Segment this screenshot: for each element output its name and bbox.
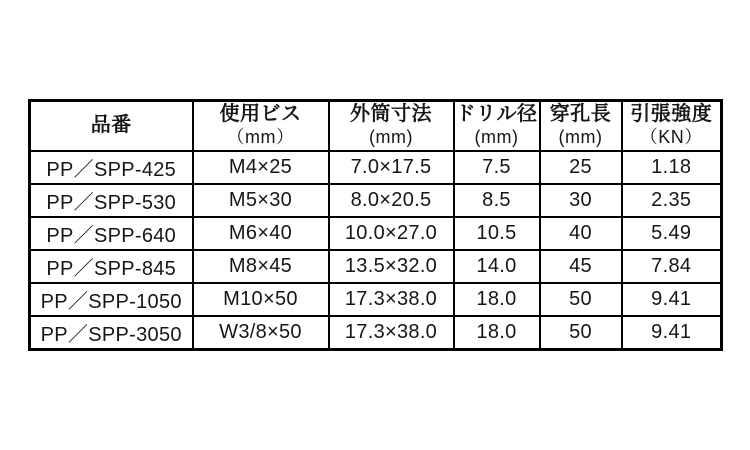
column-header-bore-length bbox=[540, 101, 622, 151]
table-cell: PP／SPP-845 bbox=[30, 250, 193, 283]
column-header-unit: (mm) bbox=[558, 126, 603, 147]
table-cell: 17.3×38.0 bbox=[329, 283, 454, 316]
table-cell: PP／SPP-530 bbox=[30, 184, 193, 217]
table-cell: 17.3×38.0 bbox=[329, 316, 454, 350]
table-cell: 25 bbox=[540, 151, 622, 184]
table-cell: 1.18 bbox=[622, 151, 722, 184]
column-header-tensile-strength bbox=[622, 101, 722, 151]
table-cell: 10.0×27.0 bbox=[329, 217, 454, 250]
table-cell: 18.0 bbox=[454, 316, 540, 350]
table-row bbox=[30, 250, 722, 283]
header-row bbox=[30, 101, 722, 151]
column-header-unit: （mm） bbox=[226, 126, 295, 147]
table-row bbox=[30, 151, 722, 184]
table-cell: 8.5 bbox=[454, 184, 540, 217]
spec-table-header bbox=[30, 101, 722, 151]
table-cell: 13.5×32.0 bbox=[329, 250, 454, 283]
table-cell: 14.0 bbox=[454, 250, 540, 283]
column-header-label: ドリル径 bbox=[455, 103, 538, 126]
table-cell: 40 bbox=[540, 217, 622, 250]
spec-table-body bbox=[30, 151, 722, 350]
column-header-screw-used bbox=[193, 101, 329, 151]
table-cell: PP／SPP-640 bbox=[30, 217, 193, 250]
table-cell: M5×30 bbox=[193, 184, 329, 217]
column-header-outer-sleeve-size bbox=[329, 101, 454, 151]
table-cell: PP／SPP-1050 bbox=[30, 283, 193, 316]
table-cell: M4×25 bbox=[193, 151, 329, 184]
table-cell: 30 bbox=[540, 184, 622, 217]
table-row bbox=[30, 316, 722, 350]
column-header-label: 品番 bbox=[90, 113, 132, 136]
table-cell: 5.49 bbox=[622, 217, 722, 250]
table-cell: 8.0×20.5 bbox=[329, 184, 454, 217]
table-cell: 50 bbox=[540, 316, 622, 350]
table-cell: 45 bbox=[540, 250, 622, 283]
table-cell: 10.5 bbox=[454, 217, 540, 250]
table-cell: 2.35 bbox=[622, 184, 722, 217]
column-header-unit: （KN） bbox=[639, 126, 703, 147]
table-cell: PP／SPP-3050 bbox=[30, 316, 193, 350]
column-header-drill-diameter bbox=[454, 101, 540, 151]
table-cell: M10×50 bbox=[193, 283, 329, 316]
column-header-label: 穿孔長 bbox=[549, 103, 612, 126]
table-cell: 7.0×17.5 bbox=[329, 151, 454, 184]
table-cell: 50 bbox=[540, 283, 622, 316]
column-header-label: 引張強度 bbox=[630, 103, 713, 126]
column-header-unit: (mm) bbox=[369, 126, 413, 147]
table-row bbox=[30, 184, 722, 217]
table-cell: 9.41 bbox=[622, 316, 722, 350]
table-cell: 7.84 bbox=[622, 250, 722, 283]
table-cell: 9.41 bbox=[622, 283, 722, 316]
table-cell: M6×40 bbox=[193, 217, 329, 250]
table-row bbox=[30, 283, 722, 316]
table-cell: 18.0 bbox=[454, 283, 540, 316]
table-row bbox=[30, 217, 722, 250]
table-cell: M8×45 bbox=[193, 250, 329, 283]
table-cell: PP／SPP-425 bbox=[30, 151, 193, 184]
column-header-label: 外筒寸法 bbox=[350, 103, 432, 126]
column-header-unit: (mm) bbox=[474, 126, 519, 147]
column-header-part-number bbox=[30, 101, 193, 151]
column-header-label: 使用ビス bbox=[219, 103, 302, 126]
product-spec-table bbox=[28, 99, 723, 351]
table-cell: 7.5 bbox=[454, 151, 540, 184]
table-cell: W3/8×50 bbox=[193, 316, 329, 350]
